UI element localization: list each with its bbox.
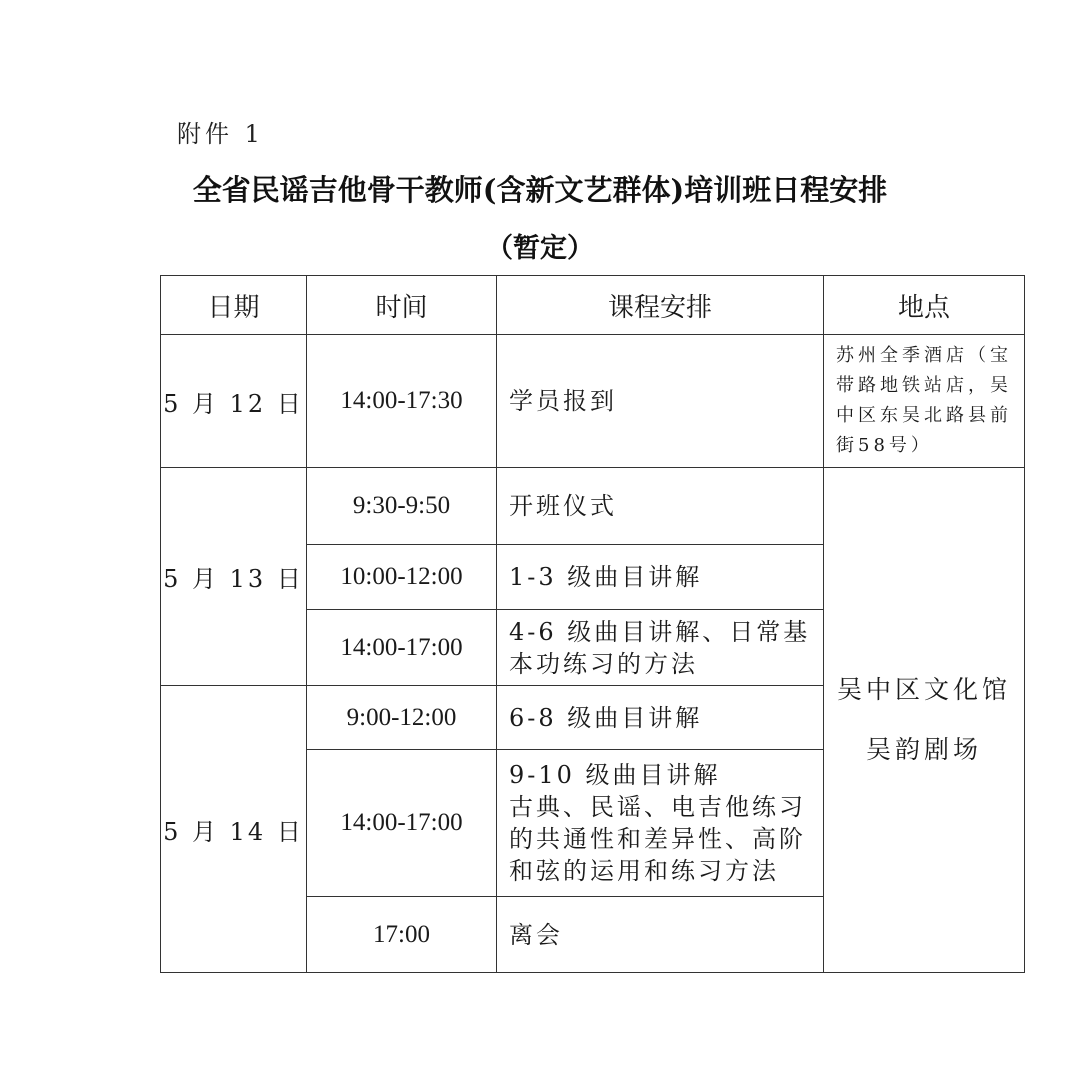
course-line: 本功练习的方法: [509, 649, 698, 678]
time-cell: 10:00-12:00: [307, 545, 497, 610]
course-cell: [497, 750, 824, 897]
course-line: 4-6 级曲目讲解、日常基: [509, 617, 811, 646]
table-row: [161, 468, 1025, 545]
course-cell: 学员报到: [497, 335, 824, 468]
time-cell: 14:00-17:30: [307, 335, 497, 468]
time-cell: 9:30-9:50: [307, 468, 497, 545]
attachment-label: 附件 1: [177, 120, 264, 148]
venue-line: 吴中区文化馆: [836, 675, 1011, 704]
document-title: 全省民谣吉他骨干教师(含新文艺群体)培训班日程安排: [192, 173, 888, 207]
venue-line: 吴韵剧场: [865, 735, 982, 764]
schedule-table: [160, 275, 1025, 973]
time-cell: 17:00: [307, 897, 497, 973]
course-cell: 6-8 级曲目讲解: [497, 686, 824, 750]
course-cell: [497, 610, 824, 686]
time-cell: 14:00-17:00: [307, 750, 497, 897]
course-cell: 1-3 级曲目讲解: [497, 545, 824, 610]
column-header-course: 课程安排: [497, 276, 824, 335]
course-cell: 开班仪式: [497, 468, 824, 545]
date-cell: 5 月 13 日: [161, 468, 307, 686]
table-row: [161, 335, 1025, 468]
document-subtitle: （暂定）: [486, 233, 594, 264]
course-line: 古典、民谣、电吉他练习: [509, 793, 806, 821]
venue-cell: 苏州全季酒店（宝带路地铁站店，吴中区东吴北路县前街58号）: [824, 335, 1025, 468]
course-line: 的共通性和差异性、高阶: [509, 825, 806, 853]
column-header-time: 时间: [307, 276, 497, 335]
table-header-row: [161, 276, 1025, 335]
course-line: 和弦的运用和练习方法: [509, 857, 779, 885]
column-header-venue: 地点: [824, 276, 1025, 335]
date-cell: 5 月 12 日: [161, 335, 307, 468]
column-header-date: 日期: [161, 276, 307, 335]
venue-cell: [824, 468, 1025, 973]
time-cell: 14:00-17:00: [307, 610, 497, 686]
date-cell: 5 月 14 日: [161, 686, 307, 973]
course-cell: 离会: [497, 897, 824, 973]
time-cell: 9:00-12:00: [307, 686, 497, 750]
course-line: 9-10 级曲目讲解: [509, 761, 721, 789]
